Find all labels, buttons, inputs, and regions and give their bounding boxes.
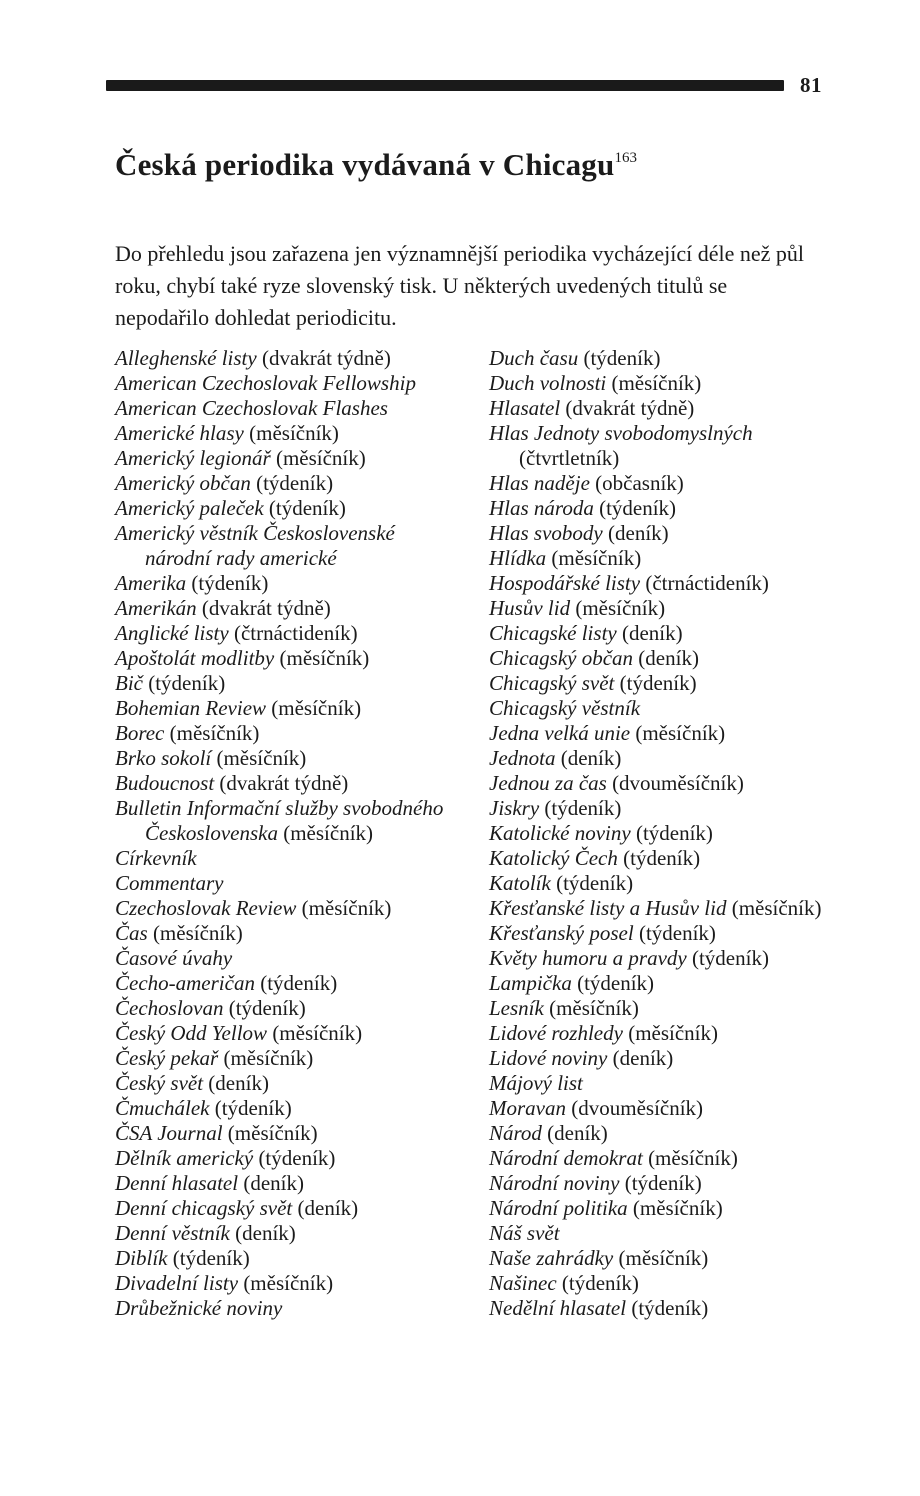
periodical-entry <box>489 571 834 596</box>
periodical-title: Jedna velká unie <box>489 721 631 745</box>
periodical-title: Křesťanské listy a Husův lid <box>489 896 727 920</box>
periodical-entry <box>489 671 834 696</box>
periodical-title: Americký legionář <box>115 446 271 470</box>
periodical-title: Czechoslovak Review <box>115 896 297 920</box>
periodical-title: Drůbežnické noviny <box>115 1296 283 1320</box>
periodical-frequency: (týdeník) <box>172 1246 250 1270</box>
periodical-entry <box>489 471 834 496</box>
periodical-frequency: (měsíčník) <box>227 1121 318 1145</box>
periodical-title: Americký občan <box>115 471 251 495</box>
periodical-title: Český svět <box>115 1071 204 1095</box>
periodical-title: Čas <box>115 921 148 945</box>
periodical-title: Jiskry <box>489 796 540 820</box>
periodical-entry <box>115 971 460 996</box>
periodical-title: Katolický Čech <box>489 846 618 870</box>
periodical-title: Májový list <box>489 1071 583 1095</box>
periodical-frequency: (týdeník) <box>623 846 701 870</box>
periodical-title: Budoucnost <box>115 771 215 795</box>
periodical-frequency: (deník) <box>608 521 669 545</box>
periodical-title: Hlas svobody <box>489 521 603 545</box>
periodical-entry <box>489 346 834 371</box>
periodical-title: Národní noviny <box>489 1171 620 1195</box>
periodical-title: Národní politika <box>489 1196 628 1220</box>
periodical-entry <box>115 446 460 471</box>
periodical-frequency: (týdeník) <box>544 796 622 820</box>
periodical-frequency: (týdeník) <box>638 921 716 945</box>
periodical-title: American Czechoslovak Fellowship <box>115 371 416 395</box>
page-header <box>106 73 822 97</box>
periodical-title: Denní věstník <box>115 1221 230 1245</box>
periodical-frequency: (měsíčník) <box>249 421 339 445</box>
periodical-frequency: (týdeník) <box>619 671 697 695</box>
periodical-title: Květy humoru a pravdy <box>489 946 687 970</box>
periodical-entry <box>489 521 834 546</box>
periodical-title: Český pekař <box>115 1046 219 1070</box>
periodical-frequency: (týdeník) <box>631 1296 709 1320</box>
periodical-entry <box>489 771 834 796</box>
periodical-entry <box>489 596 834 621</box>
periodical-entry <box>489 821 834 846</box>
periodical-frequency: (měsíčník) <box>635 721 726 745</box>
periodical-frequency: (měsíčník) <box>283 821 374 845</box>
header-rule <box>106 80 784 91</box>
periodical-frequency: (měsíčník) <box>611 371 702 395</box>
periodical-entry <box>489 496 834 521</box>
periodical-entry <box>489 546 834 571</box>
periodical-title: Národní demokrat <box>489 1146 643 1170</box>
periodical-entry <box>115 671 460 696</box>
periodical-title: Čechoslovan <box>115 996 224 1020</box>
periodical-title: Denní hlasatel <box>115 1171 239 1195</box>
periodical-frequency: (deník) <box>243 1171 304 1195</box>
periodical-title: Národ <box>489 1121 542 1145</box>
periodical-frequency: (čtrnáctideník) <box>233 621 358 645</box>
periodical-entry <box>489 746 834 771</box>
periodical-entry <box>489 646 834 671</box>
periodical-title: ČSA Journal <box>115 1121 223 1145</box>
periodical-entry <box>115 471 460 496</box>
periodical-title: Katolík <box>489 871 551 895</box>
periodical-entry <box>489 971 834 996</box>
periodical-frequency: (dvakrát týdně) <box>565 396 695 420</box>
periodical-title: Chicagský občan <box>489 646 634 670</box>
periodical-frequency: (týdeník) <box>148 671 226 695</box>
periodical-entry <box>489 371 834 396</box>
periodical-entry <box>489 796 834 821</box>
periodical-entry <box>489 871 834 896</box>
periodical-title: Dělník americký <box>115 1146 254 1170</box>
periodical-title: Bohemian Review <box>115 696 267 720</box>
periodical-frequency: (týdeník) <box>214 1096 292 1120</box>
periodical-frequency: (měsíčník) <box>648 1146 738 1170</box>
periodical-entry <box>115 921 460 946</box>
periodical-frequency: (měsíčník) <box>275 446 366 470</box>
periodical-entry <box>115 571 460 596</box>
intro-paragraph: Do přehledu jsou zařazena jen významnější periodika vycházející déle než půl roku, chybí také ryze slovenský tisk. U některých uvedených titulů se nepodařilo dohledat periodicitu. <box>115 241 805 330</box>
periodical-frequency: (měsíčník) <box>618 1246 709 1270</box>
periodical-entry <box>115 946 460 971</box>
periodical-frequency: (týdeník) <box>599 496 677 520</box>
periodical-frequency: (deník) <box>547 1121 608 1145</box>
periodical-frequency: (čtvrtletník) <box>519 446 620 470</box>
periodical-title: Americké hlasy <box>115 421 244 445</box>
periodical-title: Commentary <box>115 871 224 895</box>
periodical-entry <box>115 1121 460 1146</box>
periodical-frequency: (měsíčník) <box>628 1021 719 1045</box>
periodical-frequency: (dvouměsíčník) <box>612 771 744 795</box>
periodical-frequency: (týdeník) <box>258 1146 336 1170</box>
periodical-title: Amerikán <box>115 596 197 620</box>
periodical-frequency: (dvakrát týdně) <box>261 346 391 370</box>
periodical-frequency: (dvouměsíčník) <box>571 1096 704 1120</box>
periodical-frequency: (měsíčník) <box>272 1021 363 1045</box>
periodical-title: Diblík <box>115 1246 168 1270</box>
periodical-frequency: (čtrnáctideník) <box>645 571 769 595</box>
periodical-title: Křesťanský posel <box>489 921 634 945</box>
periodical-entry <box>489 1271 834 1296</box>
periodical-title: Jednou za čas <box>489 771 607 795</box>
periodical-title: Duch času <box>489 346 579 370</box>
periodical-entry <box>115 1196 460 1221</box>
periodical-frequency: (dvakrát týdně) <box>201 596 331 620</box>
periodical-title: Hlídka <box>489 546 547 570</box>
periodical-frequency: (deník) <box>208 1071 269 1095</box>
periodicals-column-right <box>489 346 834 1321</box>
periodical-frequency: (týdeník) <box>556 871 634 895</box>
periodical-frequency: (měsíčník) <box>731 896 822 920</box>
periodical-frequency: (měsíčník) <box>169 721 260 745</box>
periodical-title: Katolické noviny <box>489 821 631 845</box>
periodical-entry <box>115 1046 460 1071</box>
periodical-entry <box>115 1096 460 1121</box>
periodical-entry <box>115 496 460 521</box>
periodical-frequency: (občasník) <box>595 471 684 495</box>
periodical-entry <box>115 1221 460 1246</box>
periodical-frequency: (týdeník) <box>691 946 769 970</box>
periodical-title: Jednota <box>489 746 556 770</box>
periodical-entry <box>115 421 460 446</box>
periodical-title: Lesník <box>489 996 544 1020</box>
periodical-frequency: (deník) <box>638 646 699 670</box>
footnote-ref: 163 <box>614 150 637 166</box>
periodical-title: Hlas Jednoty svobodomyslných <box>489 421 753 445</box>
periodical-entry <box>489 621 834 646</box>
periodical-entry <box>489 996 834 1021</box>
periodical-entry <box>489 1046 834 1071</box>
periodical-entry <box>115 746 460 771</box>
periodical-frequency: (týdeník) <box>583 346 661 370</box>
periodical-entry <box>115 521 460 571</box>
page-title-text: Česká periodika vydávaná v Chicagu <box>115 147 615 182</box>
periodical-entry <box>115 371 460 396</box>
periodical-title: Chicagské listy <box>489 621 617 645</box>
periodical-title: Český Odd Yellow <box>115 1021 268 1045</box>
periodical-entry <box>489 421 834 471</box>
periodical-title: Brko sokolí <box>115 746 212 770</box>
periodical-title: Čmuchálek <box>115 1096 210 1120</box>
periodical-entry <box>115 771 460 796</box>
periodical-entry <box>115 596 460 621</box>
periodical-frequency: (dvakrát týdně) <box>219 771 349 795</box>
periodical-frequency: (deník) <box>297 1196 359 1220</box>
periodical-title: Časové úvahy <box>115 946 233 970</box>
periodical-entry <box>115 721 460 746</box>
periodical-frequency: (měsíčník) <box>271 696 362 720</box>
periodical-frequency: (týdeník) <box>256 471 334 495</box>
periodicals-column-left <box>115 346 460 1321</box>
periodical-entry <box>489 1246 834 1271</box>
periodical-title: Hlasatel <box>489 396 561 420</box>
periodical-entry <box>489 846 834 871</box>
periodical-frequency: (deník) <box>560 746 622 770</box>
periodical-title: Chicagský svět <box>489 671 615 695</box>
periodical-title: Anglické listy <box>115 621 229 645</box>
periodical-entry <box>489 1221 834 1246</box>
periodical-title: Moravan <box>489 1096 566 1120</box>
periodical-title: Církevník <box>115 846 197 870</box>
periodical-frequency: (měsíčník) <box>243 1271 334 1295</box>
periodical-entry <box>115 846 460 871</box>
periodical-entry <box>489 696 834 721</box>
periodical-frequency: (měsíčník) <box>223 1046 314 1070</box>
periodical-frequency: (týdeník) <box>228 996 306 1020</box>
periodical-title: Našinec <box>489 1271 557 1295</box>
periodical-entry <box>115 996 460 1021</box>
periodical-frequency: (měsíčník) <box>301 896 392 920</box>
periodical-entry <box>115 1146 460 1171</box>
periodical-entry <box>115 871 460 896</box>
page-title <box>115 146 822 184</box>
periodical-entry <box>489 721 834 746</box>
periodical-frequency: (měsíčník) <box>551 546 642 570</box>
periodical-entry <box>489 1071 834 1096</box>
periodical-frequency: (týdeník) <box>561 1271 639 1295</box>
periodical-entry <box>115 796 460 846</box>
periodical-entry <box>489 1146 834 1171</box>
periodical-entry <box>489 921 834 946</box>
periodical-frequency: (deník) <box>612 1046 674 1070</box>
periodical-entry <box>115 1271 460 1296</box>
periodical-entry <box>115 696 460 721</box>
periodical-title: Duch volnosti <box>489 371 607 395</box>
periodical-entry <box>489 1171 834 1196</box>
periodical-frequency: (týdeník) <box>268 496 346 520</box>
periodical-entry <box>489 1121 834 1146</box>
periodical-frequency: (měsíčník) <box>279 646 370 670</box>
periodical-title: Naše zahrádky <box>489 1246 614 1270</box>
periodical-entry <box>489 1021 834 1046</box>
periodical-title: Husův lid <box>489 596 571 620</box>
periodical-title: Apoštolát modlitby <box>115 646 275 670</box>
periodical-frequency: (měsíčník) <box>632 1196 723 1220</box>
periodical-entry <box>489 1096 834 1121</box>
periodical-title: Nedělní hlasatel <box>489 1296 627 1320</box>
periodical-title: Lampička <box>489 971 572 995</box>
periodical-frequency: (měsíčník) <box>549 996 639 1020</box>
periodical-frequency: (měsíčník) <box>152 921 243 945</box>
periodical-title: Borec <box>115 721 165 745</box>
periodical-entry <box>115 1021 460 1046</box>
periodical-title: Lidové rozhledy <box>489 1021 623 1045</box>
periodical-entry <box>115 1296 460 1321</box>
periodical-title: Americký věstník Československé národní rady americké <box>115 521 395 570</box>
periodical-title: American Czechoslovak Flashes <box>115 396 388 420</box>
periodical-title: Americký paleček <box>115 496 264 520</box>
periodical-entry <box>115 1071 460 1096</box>
page-number: 81 <box>800 73 822 97</box>
periodical-frequency: (deník) <box>235 1221 296 1245</box>
periodical-entry <box>489 896 834 921</box>
periodical-entry <box>489 1296 834 1321</box>
periodical-frequency: (týdeník) <box>260 971 338 995</box>
periodical-frequency: (deník) <box>621 621 683 645</box>
periodical-frequency: (týdeník) <box>577 971 655 995</box>
periodical-title: Amerika <box>115 571 187 595</box>
periodical-title: Bulletin Informační služby svobodného Československa <box>115 796 444 845</box>
periodical-entry <box>489 1196 834 1221</box>
periodical-entry <box>115 346 460 371</box>
periodical-title: Náš svět <box>489 1221 560 1245</box>
periodical-title: Hospodářské listy <box>489 571 641 595</box>
periodical-entry <box>115 646 460 671</box>
periodical-title: Alleghenské listy <box>115 346 257 370</box>
periodical-entry <box>115 896 460 921</box>
periodical-entry <box>489 396 834 421</box>
periodical-entry <box>115 1246 460 1271</box>
periodical-title: Divadelní listy <box>115 1271 239 1295</box>
periodical-frequency: (týdeník) <box>624 1171 702 1195</box>
periodical-frequency: (týdeník) <box>635 821 713 845</box>
periodical-entry <box>115 396 460 421</box>
periodical-entry <box>115 621 460 646</box>
periodical-entry <box>489 946 834 971</box>
periodical-frequency: (měsíčník) <box>216 746 307 770</box>
periodical-title: Čecho-američan <box>115 971 255 995</box>
periodical-title: Lidové noviny <box>489 1046 608 1070</box>
periodical-frequency: (týdeník) <box>191 571 269 595</box>
periodical-title: Hlas národa <box>489 496 594 520</box>
periodical-title: Hlas naděje <box>489 471 590 495</box>
periodical-title: Bič <box>115 671 143 695</box>
periodical-entry <box>115 1171 460 1196</box>
periodicals-list <box>115 346 822 1321</box>
periodical-title: Chicagský věstník <box>489 696 641 720</box>
periodical-frequency: (měsíčník) <box>575 596 666 620</box>
periodical-title: Denní chicagský svět <box>115 1196 293 1220</box>
